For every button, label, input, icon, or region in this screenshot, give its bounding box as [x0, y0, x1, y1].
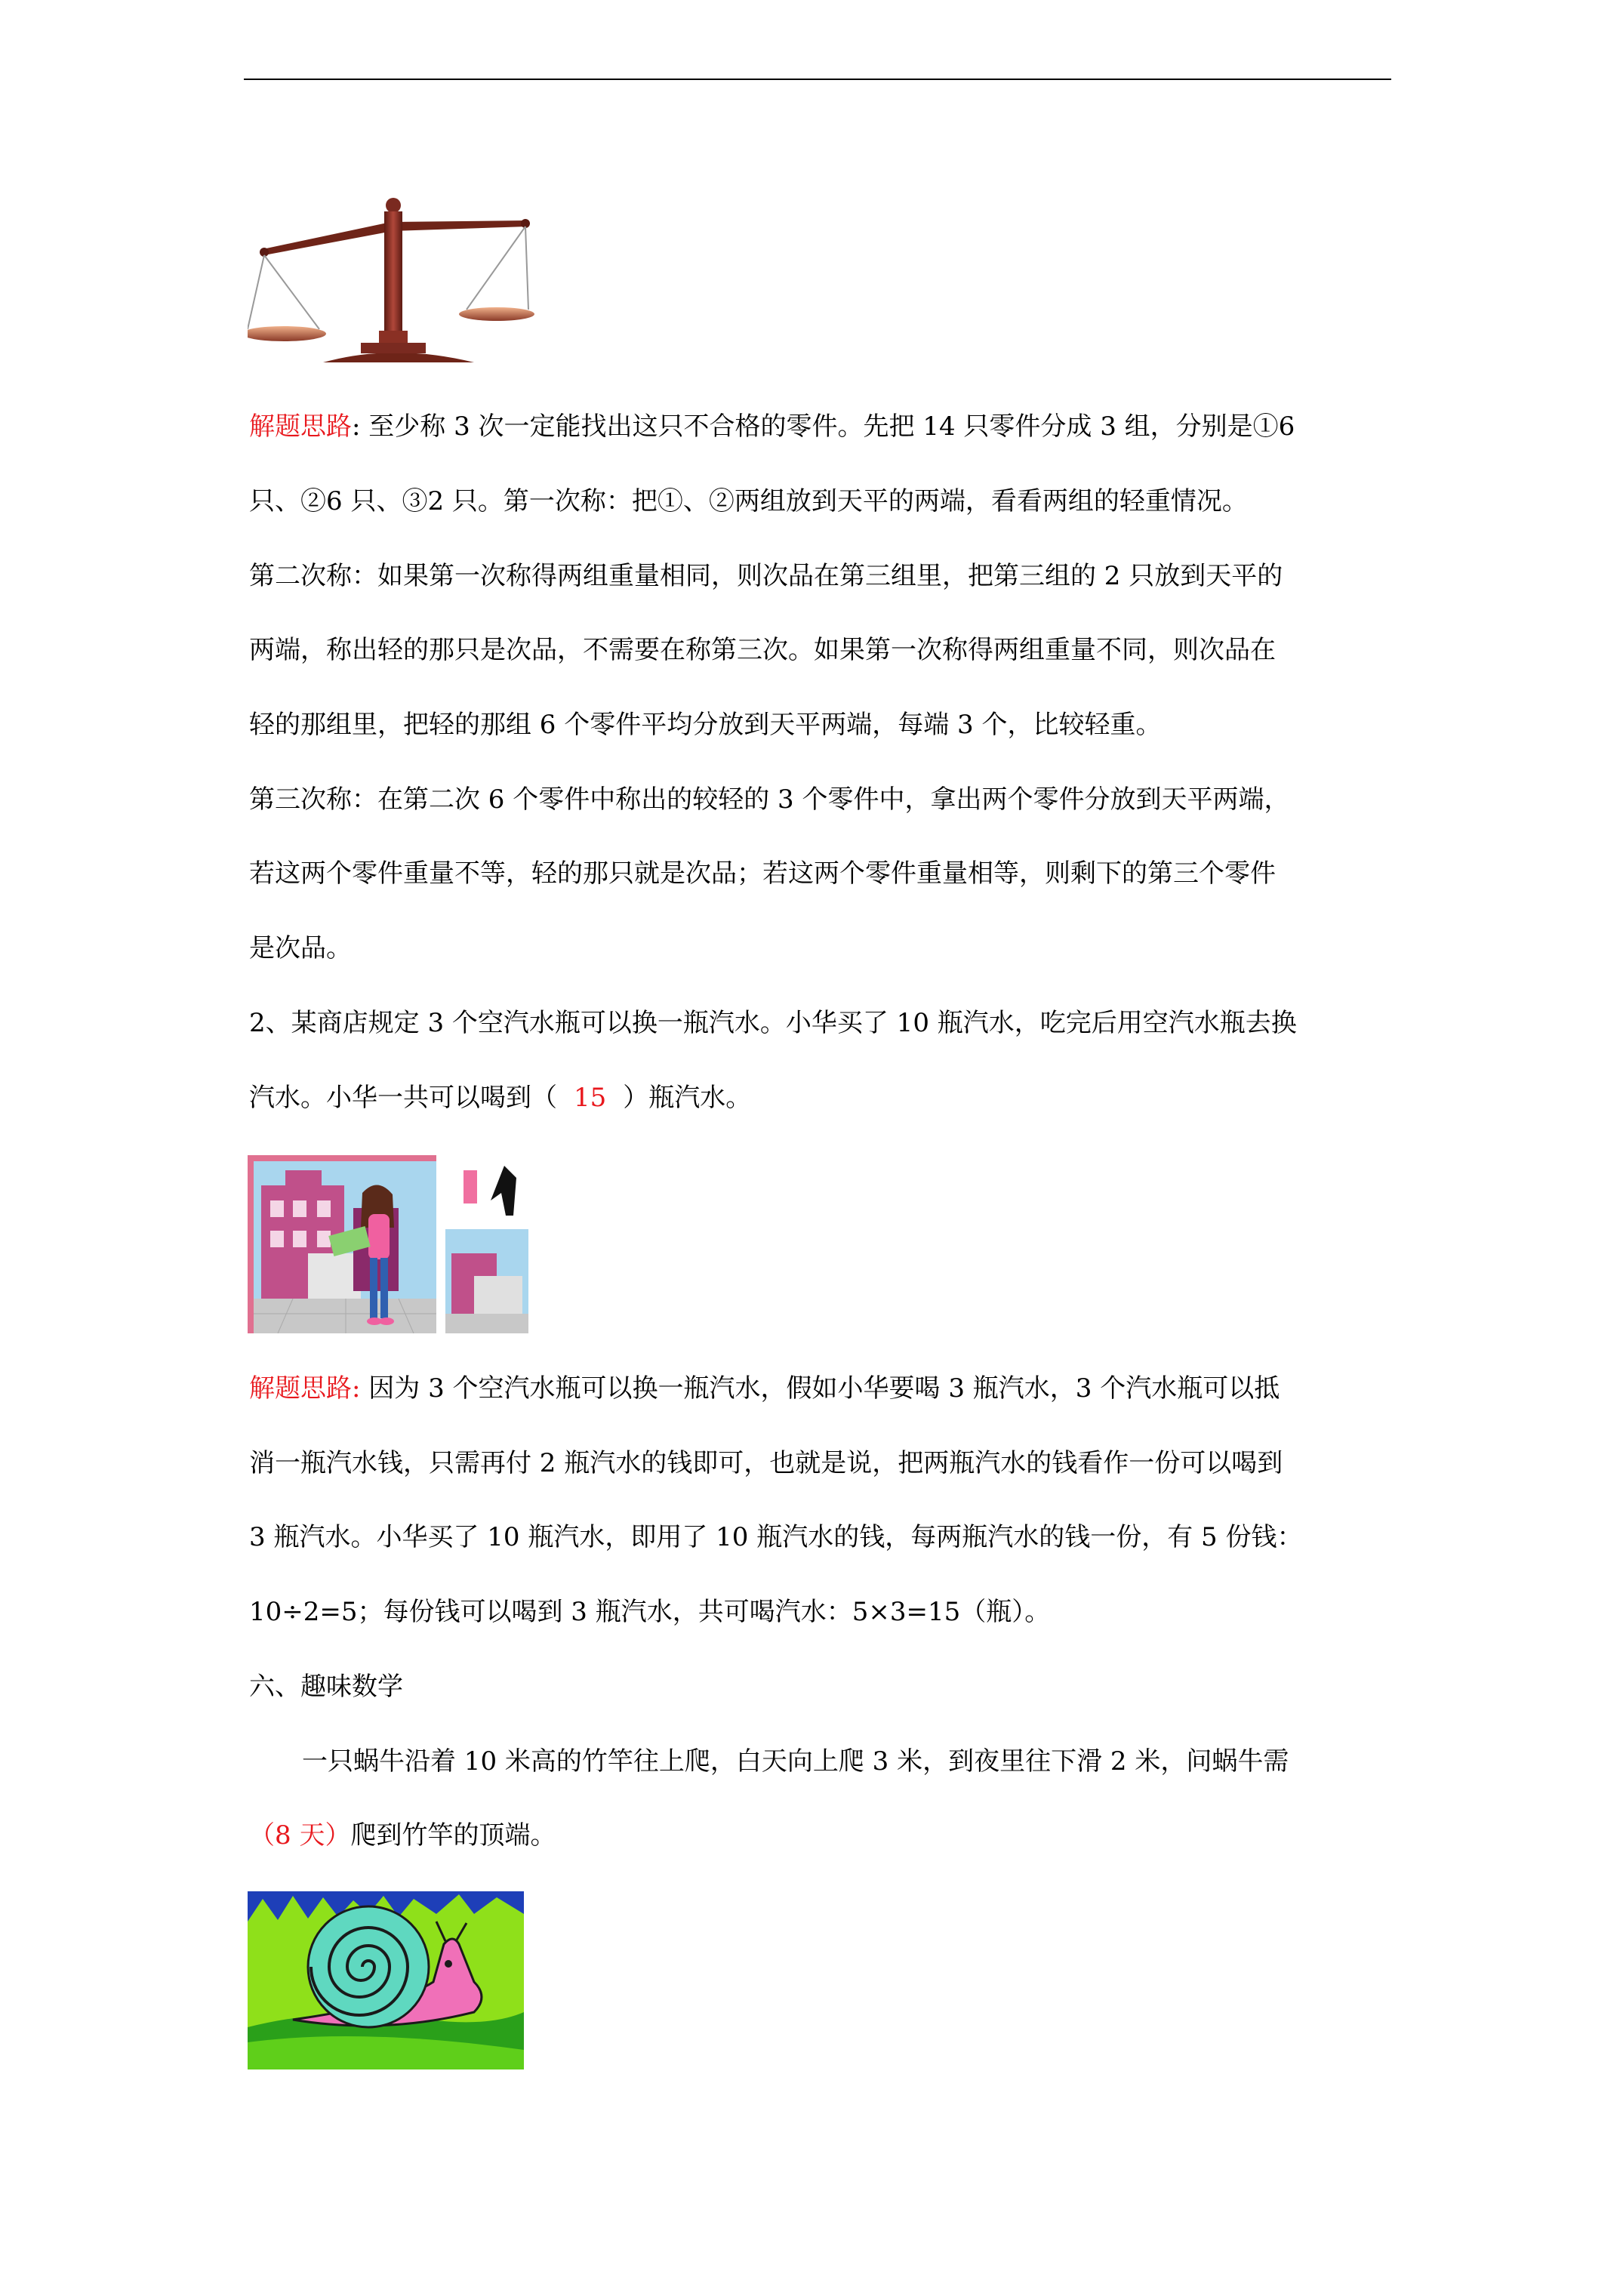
- solution-label: 解题思路:: [249, 1373, 361, 1404]
- solution1-line-6: 第三次称：在第二次 6 个零件中称出的较轻的 3 个零件中，拿出两个零件分放到天平两端，: [249, 784, 1290, 815]
- question2-line-2: 汽水。小华一共可以喝到（ 15 ）瓶汽水。: [249, 1083, 752, 1113]
- solution2-line-3: 3 瓶汽水。小华买了 10 瓶汽水，即用了 10 瓶汽水的钱，每两瓶汽水的钱一份，有 5 份钱：: [249, 1522, 1303, 1552]
- solution1-line-5: 轻的那组里，把轻的那组 6 个零件平均分放到天平两端，每端 3 个，比较轻重。: [249, 710, 1162, 740]
- solution1-line-1: 解题思路: 至少称 3 次一定能找出这只不合格的零件。先把 14 只零件分成 3 组，分别是①6: [249, 411, 1295, 442]
- section6-heading: 六、趣味数学: [249, 1672, 403, 1702]
- question2-line-1: 2、某商店规定 3 个空汽水瓶可以换一瓶汽水。小华买了 10 瓶汽水，吃完后用空汽水瓶去换: [249, 1008, 1297, 1038]
- shopping-girl-image: [248, 1155, 528, 1333]
- section6-line-1: 一只蜗牛沿着 10 米高的竹竿往上爬，白天向上爬 3 米，到夜里往下滑 2 米，问蜗牛需: [302, 1746, 1289, 1777]
- solution2-line-4: 10÷2=5；每份钱可以喝到 3 瓶汽水，共可喝汽水：5×3=15（瓶）。: [249, 1597, 1051, 1627]
- solution2-line-1: 解题思路: 因为 3 个空汽水瓶可以换一瓶汽水，假如小华要喝 3 瓶汽水，3 个汽水瓶可以抵: [249, 1373, 1280, 1404]
- section6-answer: 8 天: [275, 1820, 325, 1851]
- solution-label: 解题思路: [249, 411, 352, 442]
- solution1-line-3: 第二次称：如果第一次称得两组重量相同，则次品在第三组里，把第三组的 2 只放到天平的: [249, 561, 1283, 591]
- solution1-line-8: 是次品。: [249, 933, 352, 963]
- question2-answer: 15: [574, 1083, 607, 1113]
- solution1-line-2: 只、②6 只、③2 只。第一次称：把①、②两组放到天平的两端，看看两组的轻重情况。: [249, 486, 1248, 516]
- solution1-line-7: 若这两个零件重量不等，轻的那只就是次品；若这两个零件重量相等，则剩下的第三个零件: [249, 858, 1276, 889]
- section6-line-2: （8 天）爬到竹竿的顶端。: [249, 1820, 556, 1851]
- header-rule: [244, 79, 1391, 80]
- solution2-line-2: 消一瓶汽水钱，只需再付 2 瓶汽水的钱即可，也就是说，把两瓶汽水的钱看作一份可以喝到: [249, 1448, 1283, 1478]
- snail-image: [248, 1891, 524, 2069]
- balance-scale-image: [248, 195, 534, 373]
- solution1-line-4: 两端，称出轻的那只是次品，不需要在称第三次。如果第一次称得两组重量不同，则次品在: [249, 635, 1276, 665]
